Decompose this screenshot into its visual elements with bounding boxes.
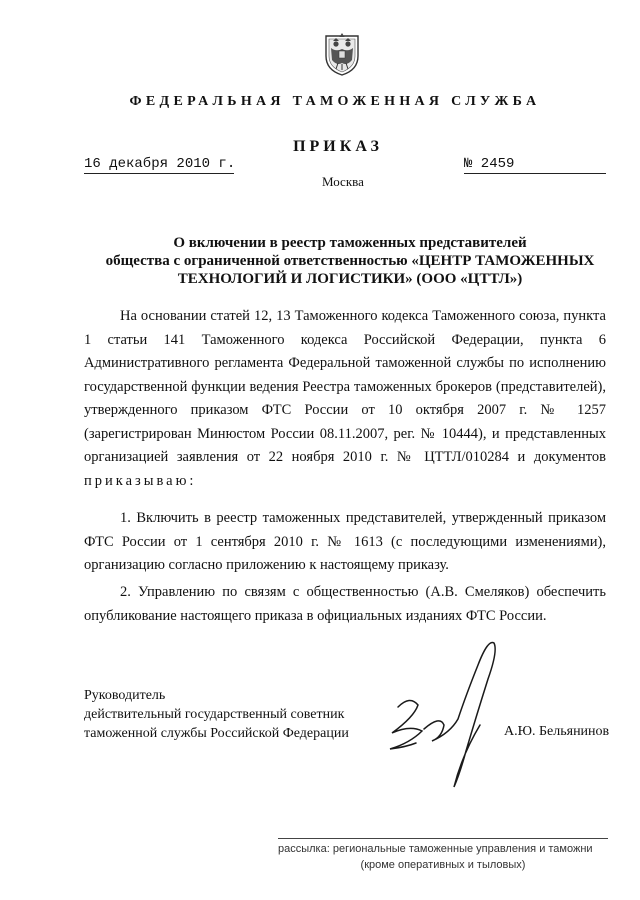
order-subject	[90, 234, 610, 288]
signatory-rank: действительный государственный советник	[84, 707, 345, 722]
signatory-name: А.Ю. Бельянинов	[504, 724, 610, 739]
distribution-note	[278, 841, 608, 873]
basis-text: На основании статей 12, 13 Таможенного кодекса Таможенного союза, пункта 1 статьи 141 Таможенного кодекса Российской Федерации, пункта 6 Административного регламента Федеральной таможенной службы по исполнению государственной функции ведения Реестра таможенных брокеров (представителей), утвержденного приказом ФТС России от 10 октября 2007 г. № 1257 (зарегистрирован Минюстом России 08.11.2007, рег. № 10444), и представленных организацией заявления от 22 ноября 2010 г. № ЦТТЛ/010284 и документов	[84, 308, 606, 465]
subject-line: О включении в реестр таможенных представителей	[173, 235, 527, 251]
date-underline	[84, 173, 234, 174]
subject-line: общества с ограниченной ответственностью «ЦЕНТР ТАМОЖЕННЫХ	[105, 253, 595, 269]
order-date: 16 декабря 2010 г.	[84, 156, 236, 172]
body-paragraph-item-2: 2. Управлению по связям с общественностью (А.В. Смеляков) обеспечить опубликование настоящего приказа в официальных изданиях ФТС России.	[84, 584, 606, 624]
signatory-title	[84, 686, 349, 743]
signatory-position: Руководитель	[84, 688, 166, 703]
distribution-line: (кроме оперативных и тыловых)	[360, 859, 526, 871]
order-word: приказываю:	[84, 472, 197, 489]
number-underline	[464, 173, 606, 174]
handwritten-signature	[370, 625, 510, 795]
footer-divider	[278, 838, 608, 839]
subject-line: ТЕХНОЛОГИЙ И ЛОГИСТИКИ» (ООО «ЦТТЛ»)	[177, 271, 523, 287]
agency-name: ФЕДЕРАЛЬНАЯ ТАМОЖЕННАЯ СЛУЖБА	[129, 94, 541, 109]
coat-of-arms-icon	[322, 30, 362, 76]
signatory-rank-cont: таможенной службы Российской Федерации	[84, 726, 349, 741]
body-paragraph-item-1: 1. Включить в реестр таможенных представителей, утвержденный приказом ФТС России от 1 сентября 2010 г. № 1613 (с последующими изменениями), организацию согласно приложению к настоящему приказу.	[84, 510, 606, 573]
distribution-line: рассылка: региональные таможенные управления и таможни	[278, 843, 593, 855]
city: Москва	[322, 174, 364, 189]
order-number: № 2459	[464, 156, 515, 172]
body-paragraph-basis	[84, 305, 606, 493]
document-type: ПРИКАЗ	[293, 138, 383, 155]
